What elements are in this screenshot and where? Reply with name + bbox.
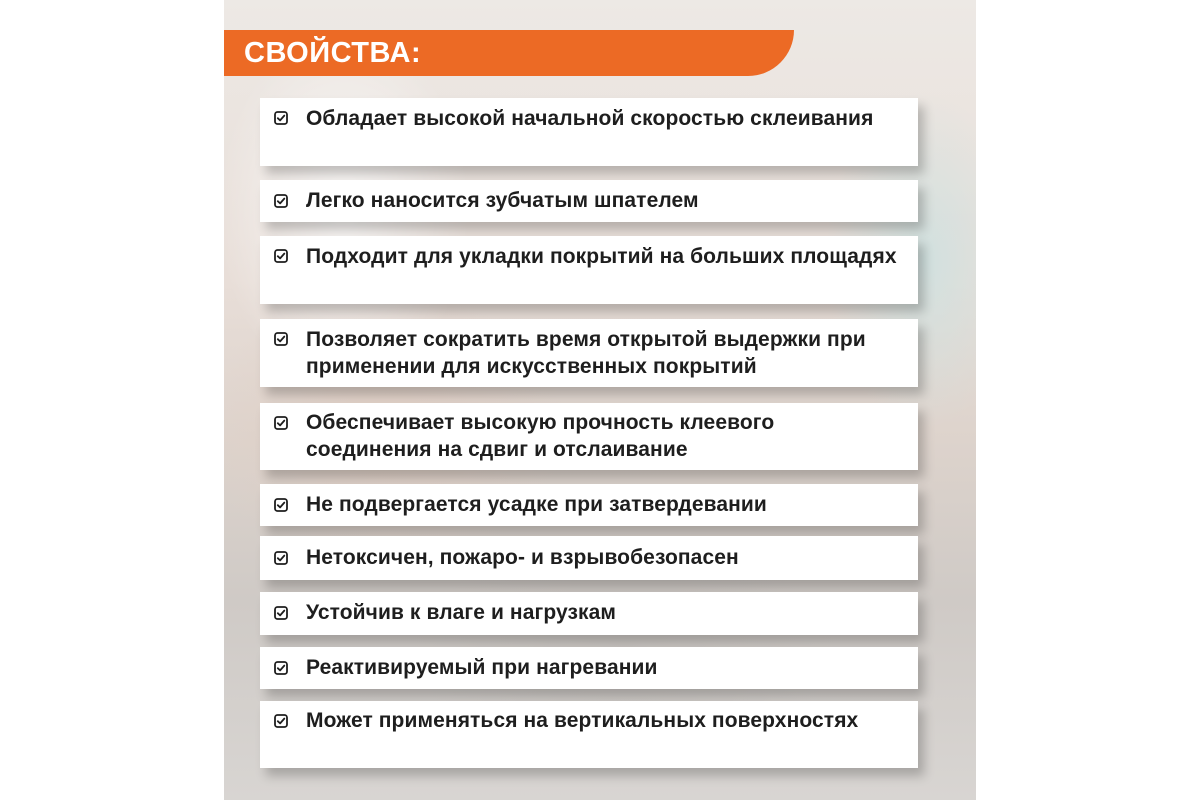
list-item [260,98,918,166]
list-item [260,180,918,222]
section-title: СВОЙСТВА: [244,37,422,69]
list-item [260,592,918,635]
list-item-text: Подходит для укладки покрытий на больших площадях [306,245,897,268]
list-item-text: Позволяет сократить время открытой выдержки при применении для искусственных покрытий [306,328,866,378]
checkbox-checked-icon [274,661,288,675]
section-header [224,30,794,76]
list-item-text: Может применяться на вертикальных поверхностях [306,709,859,732]
list-item-text: Реактивируемый при нагревании [306,656,658,679]
checkbox-checked-icon [274,551,288,565]
list-item [260,647,918,689]
product-properties-banner [224,0,976,800]
checkbox-checked-icon [274,332,288,346]
list-item-text: Обеспечивает высокую прочность клеевого соединения на сдвиг и отслаивание [306,411,775,461]
list-item [260,319,918,387]
list-item [260,536,918,580]
list-item-text: Не подвергается усадке при затвердевании [306,493,767,516]
list-item-text: Нетоксичен, пожаро- и взрывобезопасен [306,546,739,569]
checkbox-checked-icon [274,111,288,125]
checkbox-checked-icon [274,249,288,263]
list-item-text: Устойчив к влаге и нагрузкам [306,601,617,624]
list-item [260,236,918,304]
checkbox-checked-icon [274,498,288,512]
list-item-text: Легко наносится зубчатым шпателем [306,189,699,212]
list-item-text: Обладает высокой начальной скоростью склеивания [306,107,874,130]
checkbox-checked-icon [274,194,288,208]
list-item [260,484,918,526]
checkbox-checked-icon [274,606,288,620]
checkbox-checked-icon [274,416,288,430]
list-item [260,701,918,768]
checkbox-checked-icon [274,714,288,728]
list-item [260,403,918,470]
